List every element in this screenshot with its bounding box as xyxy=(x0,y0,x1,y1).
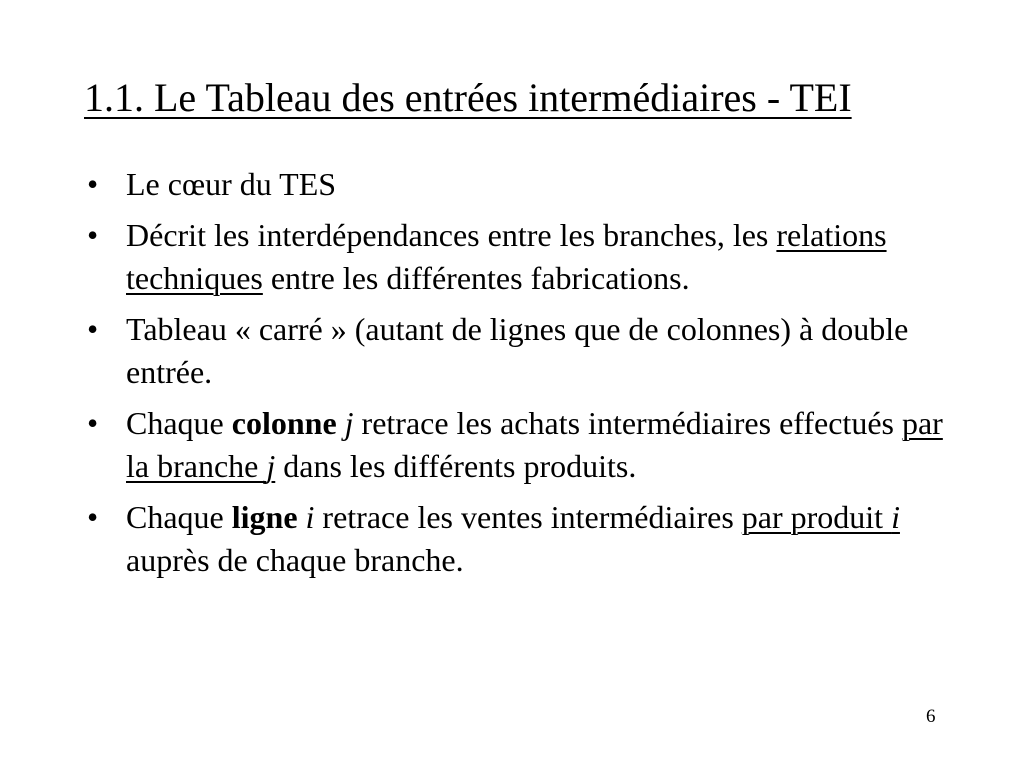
underlined-term xyxy=(742,499,900,535)
bullet-text xyxy=(298,499,306,535)
italic-variable: j xyxy=(266,448,276,484)
underlined-term: relations techniques xyxy=(126,217,887,296)
underlined-text: par produit xyxy=(741,499,892,535)
bullet-text xyxy=(337,405,345,441)
bullet-icon: • xyxy=(87,499,99,535)
bullet-list xyxy=(84,163,964,590)
page-number: 6 xyxy=(926,706,936,727)
bullet-text: Décrit les interdépendances entre les branches, les xyxy=(126,217,777,253)
bullet-text: entre les différentes fabrications. xyxy=(262,260,690,296)
bullet-text: Tableau « carré » (autant de lignes que de colonnes) à double entrée. xyxy=(126,311,909,390)
bullet-icon: • xyxy=(87,217,99,253)
bullet-text: retrace les ventes intermédiaires xyxy=(314,499,742,535)
italic-variable: i xyxy=(891,499,900,535)
bullet-text: Chaque xyxy=(126,499,232,535)
bullet-item xyxy=(84,496,964,582)
bullet-icon: • xyxy=(87,166,99,202)
bullet-item xyxy=(84,308,964,394)
bullet-text: Chaque xyxy=(126,405,232,441)
slide-title: 1.1. Le Tableau des entrées intermédiaires - TEI xyxy=(84,75,852,120)
bullet-icon: • xyxy=(87,405,99,441)
bullet-text: retrace les achats intermédiaires effectués xyxy=(353,405,902,441)
bold-term: ligne xyxy=(231,499,298,535)
bullet-icon: • xyxy=(87,311,99,347)
bold-term: colonne xyxy=(231,405,337,441)
bullet-item xyxy=(84,163,964,206)
italic-variable: j xyxy=(344,405,354,441)
bullet-item xyxy=(84,402,964,488)
bullet-item xyxy=(84,214,964,300)
underlined-text: par la branche xyxy=(126,405,943,484)
bullet-text: dans les différents produits. xyxy=(275,448,637,484)
italic-variable: i xyxy=(305,499,315,535)
bullet-text: auprès de chaque branche. xyxy=(126,542,464,578)
bullet-text: Le cœur du TES xyxy=(126,166,337,202)
